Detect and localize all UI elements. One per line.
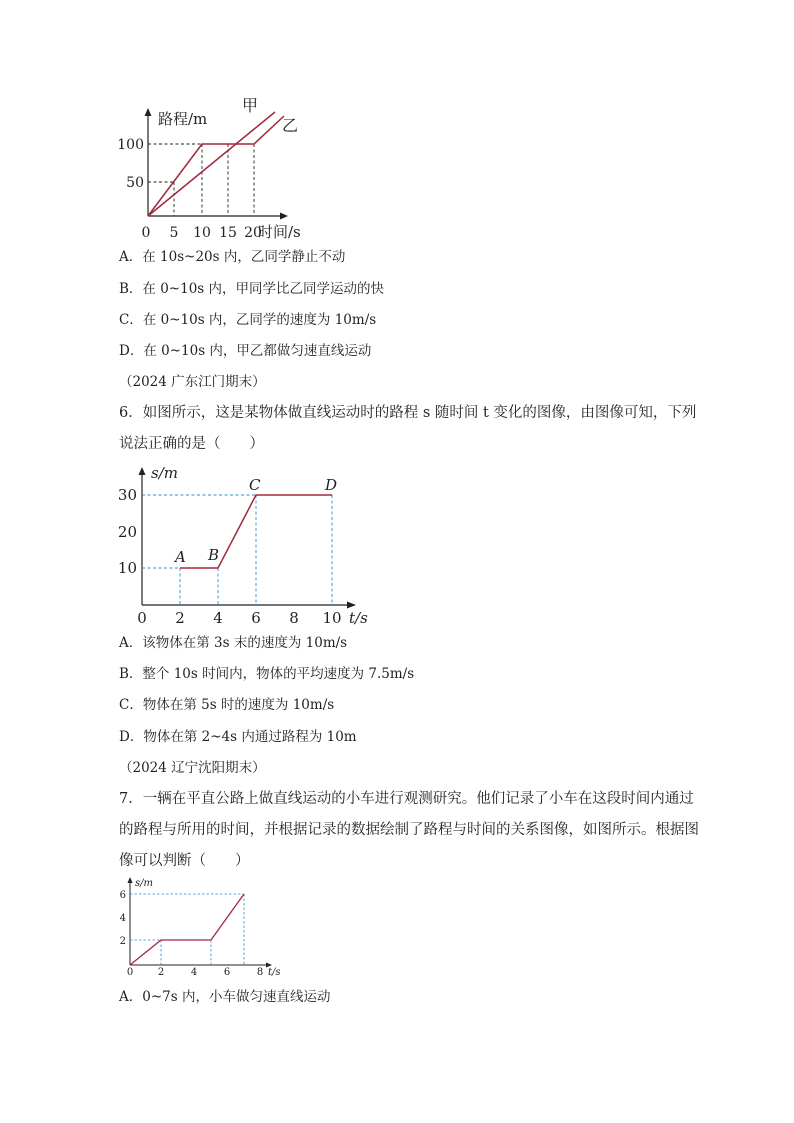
- q6-y-arrow: [139, 467, 146, 475]
- q5-xtick-5: 5: [169, 225, 179, 241]
- q6-point-b: B: [208, 546, 220, 564]
- q5-figure: [110, 92, 320, 242]
- q5-option-d: D．在 0~10s 内，甲乙都做匀速直线运动: [119, 343, 372, 359]
- q6-figure: [115, 462, 385, 630]
- q7-ytick-6: 6: [119, 890, 126, 901]
- q7-xtick-2: 2: [157, 967, 165, 978]
- q6-xtick-0: 0: [137, 609, 147, 627]
- q7-y-arrow: [128, 877, 133, 883]
- q7-ylabel: s/m: [135, 878, 153, 889]
- q6-stem-line1: 6．如图所示，这是某物体做直线运动时的路程 s 随时间 t 变化的图像，由图像可知，下列: [119, 405, 697, 421]
- q7-xlabel: t/s: [268, 967, 281, 978]
- q6-point-d: D: [325, 476, 338, 494]
- q7-xtick-8: 8: [256, 967, 264, 978]
- q6-point-a: A: [175, 548, 186, 566]
- q5-ytick-50: 50: [126, 175, 144, 191]
- q5-option-c: C．在 0~10s 内，乙同学的速度为 10m/s: [119, 312, 377, 328]
- q7-xtick-0: 0: [126, 967, 134, 978]
- q7-stem-line3: 像可以判断（ ）: [119, 853, 250, 869]
- q5-y-arrow: [145, 108, 152, 116]
- q5-xtick-10: 10: [193, 225, 211, 241]
- q7-path: [130, 894, 244, 965]
- q5-option-b: B．在 0~10s 内，甲同学比乙同学运动的快: [119, 281, 385, 297]
- q6-option-a: A．该物体在第 3s 末的速度为 10m/s: [119, 635, 348, 651]
- q6-option-b: B．整个 10s 时间内，物体的平均速度为 7.5m/s: [119, 666, 415, 682]
- q5-ylabel: 路程/m: [158, 110, 208, 128]
- q5-label-jia: 甲: [242, 96, 259, 115]
- q5-xlabel: 时间/s: [258, 223, 301, 241]
- q6-xtick-8: 8: [289, 609, 299, 627]
- q7-stem-line2: 的路程与所用的时间，并根据记录的数据绘制了路程与时间的关系图像，如图所示。根据图: [119, 822, 699, 838]
- q7-ytick-2: 2: [119, 936, 126, 947]
- q6-option-d: D．物体在第 2~4s 内通过路程为 10m: [119, 729, 357, 745]
- q7-stem-line1: 7．一辆在平直公路上做直线运动的小车进行观测研究。他们记录了小车在这段时间内通过: [119, 791, 694, 807]
- q7-xtick-4: 4: [190, 967, 198, 978]
- q5-option-a: A．在 10s~20s 内，乙同学静止不动: [119, 249, 346, 265]
- q7-figure: [115, 874, 290, 979]
- q6-xtick-6: 6: [251, 609, 261, 627]
- q5-label-yi: 乙: [282, 116, 299, 135]
- q6-option-c: C．物体在第 5s 时的速度为 10m/s: [119, 697, 335, 713]
- q5-xtick-20: 20: [244, 225, 262, 241]
- q5-ytick-100: 100: [117, 137, 144, 153]
- q7-ytick-4: 4: [119, 913, 126, 924]
- q5-x-arrow: [280, 213, 288, 220]
- q5-line-yi: [148, 116, 284, 216]
- q7-xtick-6: 6: [223, 967, 231, 978]
- q6-x-arrow: [347, 602, 356, 609]
- q6-xtick-4: 4: [213, 609, 223, 627]
- q6-point-c: C: [249, 476, 261, 494]
- q6-ylabel: s/m: [151, 464, 178, 482]
- q6-ytick-10: 10: [117, 559, 137, 577]
- q6-source: （2024 广东江门期末）: [119, 374, 266, 390]
- q5-xtick-15: 15: [219, 225, 237, 241]
- q6-stem-line2: 说法正确的是（ ）: [119, 436, 264, 452]
- q6-xlabel: t/s: [349, 609, 368, 627]
- q7-option-a: A．0~7s 内，小车做匀速直线运动: [119, 989, 331, 1005]
- q7-source: （2024 辽宁沈阳期末）: [119, 760, 266, 776]
- q6-ytick-30: 30: [117, 486, 137, 504]
- q6-ytick-20: 20: [117, 523, 137, 541]
- q5-xtick-0: 0: [141, 225, 151, 241]
- q6-xtick-2: 2: [175, 609, 185, 627]
- q6-xtick-10: 10: [322, 609, 342, 627]
